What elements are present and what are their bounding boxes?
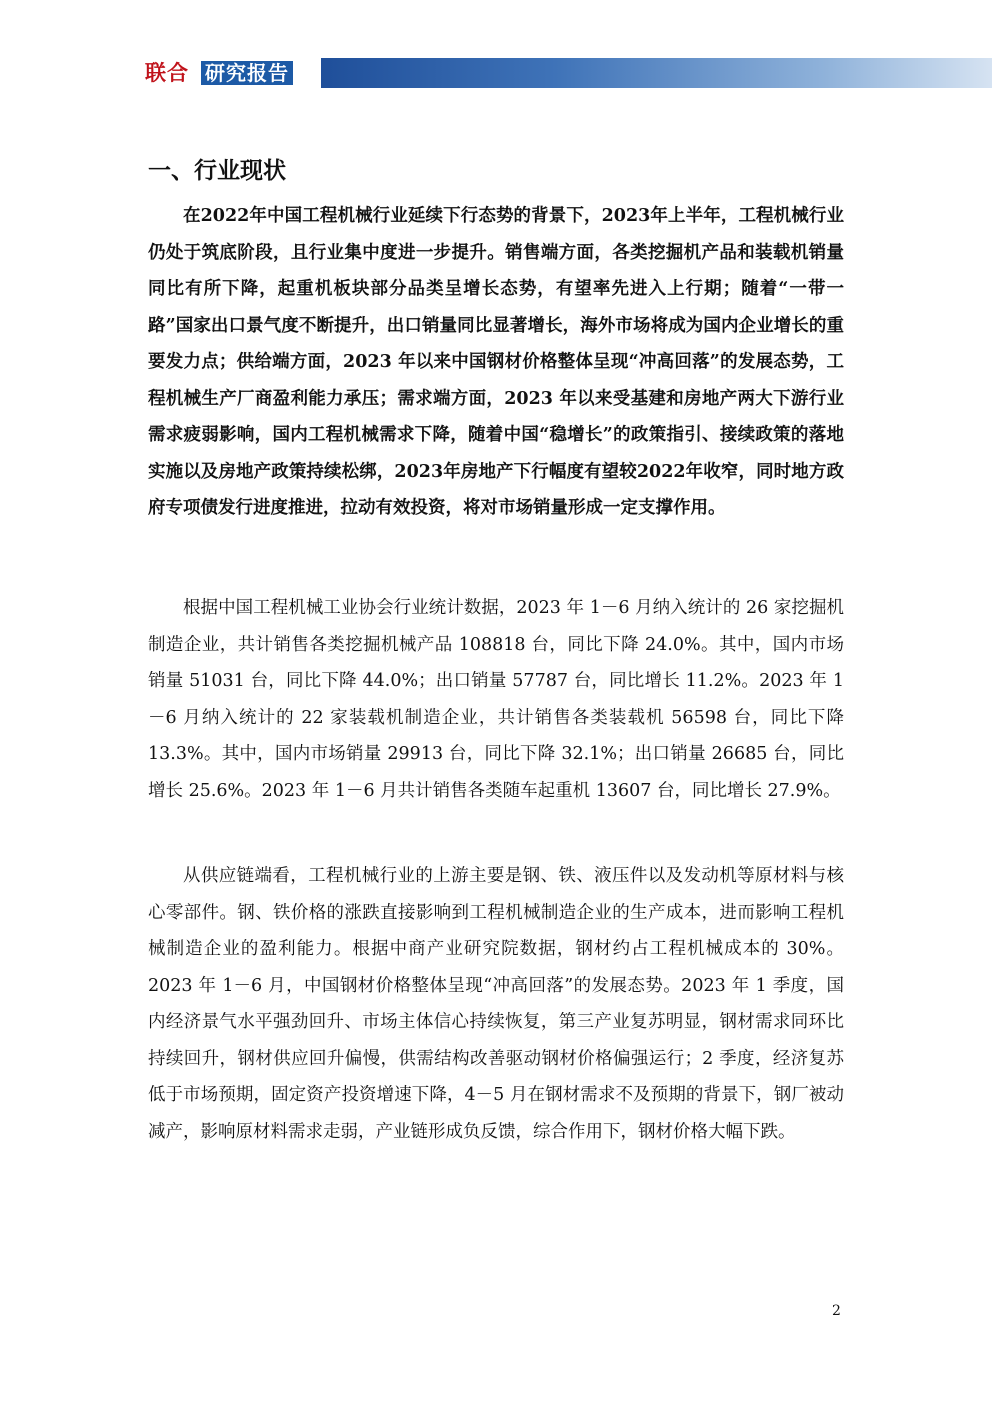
section-heading: 一、行业现状 xyxy=(148,158,286,184)
sales-statistics-paragraph: 根据中国工程机械工业协会行业统计数据，2023 年 1－6 月纳入统计的 26 家挖掘机制造企业，共计销售各类挖掘机械产品 108818 台，同比下降 24.0%。其中，国内市场销量 51031 台，同比下降 44.0%；出口销量 57787 台，同比增长 11.2%。2023 年 1－6 月纳入统计的 22 家装载机制造企业，共计销售各类装载机 56598 台，同比下降 13.3%。其中，国内市场销量 29913 台，同比下降 32.1%；出口销量 26685 台，同比增长 25.6%。2023 年 1－6 月共计销售各类随车起重机 13607 台，同比增长 27.9%。 xyxy=(148,598,844,801)
supply-chain-paragraph: 从供应链端看，工程机械行业的上游主要是钢、铁、液压件以及发动机等原材料与核心零部件。钢、铁价格的涨跌直接影响到工程机械制造企业的生产成本，进而影响工程机械制造企业的盈利能力。根据中商产业研究院数据，钢材约占工程机械成本的 30%。2023 年 1－6 月，中国钢材价格整体呈现“冲高回落”的发展态势。2023 年 1 季度，国内经济景气水平强劲回升、市场主体信心持续恢复，第三产业复苏明显，钢材需求同环比持续回升，钢材供应回升偏慢，供需结构改善驱动钢材价格偏强运行；2 季度，经济复苏低于市场预期，固定资产投资增速下降，4－5 月在钢材需求不及预期的背景下，钢厂被动减产，影响原材料需求走弱，产业链形成负反馈，综合作用下，钢材价格大幅下跌。 xyxy=(148,866,844,1142)
brand-name-blue: 研究报告 xyxy=(201,61,293,85)
page-number: 2 xyxy=(832,1303,841,1319)
summary-paragraph: 在2022年中国工程机械行业延续下行态势的背景下，2023年上半年，工程机械行业仍处于筑底阶段，且行业集中度进一步提升。销售端方面，各类挖掘机产品和装载机销量同比有所下降，起重机板块部分品类呈增长态势，有望率先进入上行期；随着“一带一路”国家出口景气度不断提升，出口销量同比显著增长，海外市场将成为国内企业增长的重要发力点；供给端方面，2023 年以来中国钢材价格整体呈现“冲高回落”的发展态势，工程机械生产厂商盈利能力承压；需求端方面，2023 年以来受基建和房地产两大下游行业需求疲弱影响，国内工程机械需求下降，随着中国“稳增长”的政策指引、接续政策的落地实施以及房地产政策持续松绑，2023年房地产下行幅度有望较2022年收窄，同时地方政府专项债发行进度推进，拉动有效投资，将对市场销量形成一定支撑作用。 xyxy=(148,206,844,518)
brand-name-red: 联合 xyxy=(145,61,189,85)
report-header xyxy=(145,58,992,88)
header-gradient-band xyxy=(321,58,992,88)
